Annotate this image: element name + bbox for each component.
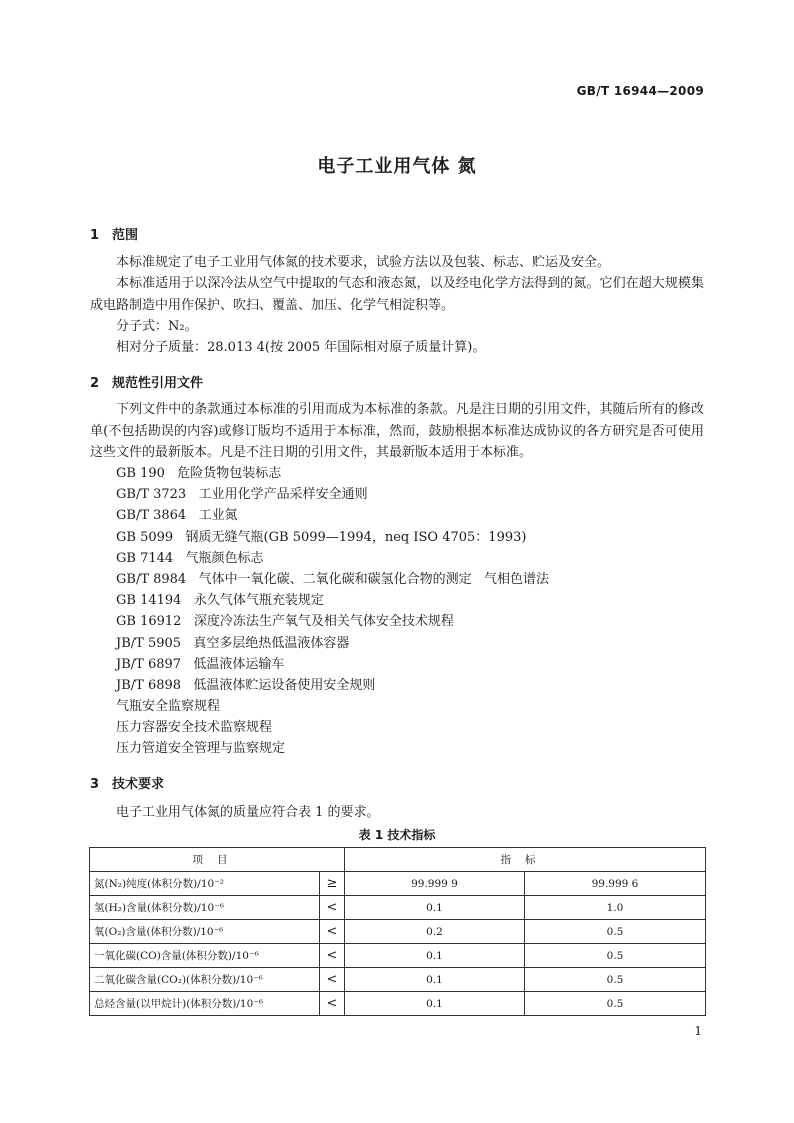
table-row (90, 992, 706, 1016)
reference-item: GB 5099 钢质无缝气瓶(GB 5099—1994，neq ISO 4705：1993) (116, 530, 527, 545)
header-index: 指标 (345, 848, 706, 872)
spec-table (89, 847, 706, 1016)
scope-paragraph-2: 本标准适用于以深冷法从空气中提取的气态和液态氮，以及经电化学方法得到的氮。它们在超大规模集成电路制造中用作保护、吹扫、覆盖、加压、化学气相淀积等。 (90, 276, 704, 313)
row-item: 一氧化碳(CO)含量(体积分数)/10⁻⁶ (90, 944, 320, 968)
reference-item: JB/T 6898 低温液体贮运设备使用安全规则 (116, 678, 376, 693)
row-value-1: 0.1 (345, 944, 525, 968)
table-header-row (90, 848, 706, 872)
molecular-formula: 分子式：N₂。 (116, 319, 198, 334)
row-value-2: 0.5 (525, 968, 706, 992)
standard-code: GB/T 16944—2009 (576, 84, 704, 98)
row-value-2: 99.999 6 (525, 872, 706, 896)
reference-item: GB/T 3864 工业氮 (116, 508, 238, 523)
row-value-2: 0.5 (525, 992, 706, 1016)
row-value-1: 0.1 (345, 896, 525, 920)
table-row (90, 872, 706, 896)
row-item: 总烃含量(以甲烷计)(体积分数)/10⁻⁶ (90, 992, 320, 1016)
row-value-2: 0.5 (525, 920, 706, 944)
reference-item: GB/T 8984 气体中一氧化碳、二氧化碳和碳氢化合物的测定 气相色谱法 (116, 572, 549, 587)
reference-item: GB 190 危险货物包装标志 (116, 466, 282, 481)
row-item: 二氧化碳含量(CO₂)(体积分数)/10⁻⁶ (90, 968, 320, 992)
table-row (90, 920, 706, 944)
section-title: 规范性引用文件 (112, 376, 204, 391)
row-operator: < (320, 968, 345, 992)
section-2-heading (90, 372, 203, 391)
reference-item: 气瓶安全监察规程 (116, 699, 221, 714)
header-item: 项目 (90, 848, 345, 872)
section-number: 1 (90, 228, 100, 243)
section-title: 范围 (112, 228, 139, 243)
page-number: 1 (694, 1024, 702, 1038)
row-value-1: 99.999 9 (345, 872, 525, 896)
section-title: 技术要求 (112, 777, 165, 792)
scope-paragraph-1: 本标准规定了电子工业用气体氮的技术要求，试验方法以及包装、标志、贮运及安全。 (116, 255, 611, 270)
reference-item: GB 16912 深度冷冻法生产氧气及相关气体安全技术规程 (116, 614, 454, 629)
requirements-intro: 电子工业用气体氮的质量应符合表 1 的要求。 (116, 805, 380, 820)
row-operator: < (320, 992, 345, 1016)
row-operator: ≥ (320, 872, 345, 896)
reference-item: JB/T 5905 真空多层绝热低温液体容器 (116, 636, 350, 651)
row-value-1: 0.1 (345, 992, 525, 1016)
table-caption: 表 1 技术指标 (358, 828, 436, 842)
section-3-heading (90, 773, 164, 792)
row-operator: < (320, 896, 345, 920)
reference-item: 压力管道安全管理与监察规定 (116, 741, 286, 756)
reference-item: GB 7144 气瓶颜色标志 (116, 551, 264, 566)
section-number: 3 (90, 777, 100, 792)
section-1-heading (90, 224, 138, 243)
table-row (90, 968, 706, 992)
reference-item: 压力容器安全技术监察规程 (116, 720, 273, 735)
reference-item: GB/T 3723 工业用化学产品采样安全通则 (116, 487, 368, 502)
molar-mass: 相对分子质量：28.013 4(按 2005 年国际相对原子质量计算)。 (116, 340, 486, 355)
references-intro: 下列文件中的条款通过本标准的引用而成为本标准的条款。凡是注日期的引用文件，其随后所有的修改单(不包括勘误的内容)或修订版均不适用于本标准，然而，鼓励根据本标准达成协议的各方研究是否可使用这些文件的最新版本。凡是不注日期的引用文件，其最新版本适用于本标准。 (90, 402, 704, 460)
reference-item: JB/T 6897 低温液体运输车 (116, 657, 285, 672)
table-row (90, 896, 706, 920)
reference-item: GB 14194 永久气体气瓶充装规定 (116, 593, 324, 608)
row-value-2: 1.0 (525, 896, 706, 920)
row-item: 氢(H₂)含量(体积分数)/10⁻⁶ (90, 896, 320, 920)
table-row (90, 944, 706, 968)
page-title: 电子工业用气体 氮 (317, 156, 477, 177)
row-value-2: 0.5 (525, 944, 706, 968)
row-item: 氮(N₂)纯度(体积分数)/10⁻² (90, 872, 320, 896)
section-number: 2 (90, 376, 100, 391)
row-operator: < (320, 944, 345, 968)
row-operator: < (320, 920, 345, 944)
row-item: 氧(O₂)含量(体积分数)/10⁻⁶ (90, 920, 320, 944)
row-value-1: 0.2 (345, 920, 525, 944)
row-value-1: 0.1 (345, 968, 525, 992)
